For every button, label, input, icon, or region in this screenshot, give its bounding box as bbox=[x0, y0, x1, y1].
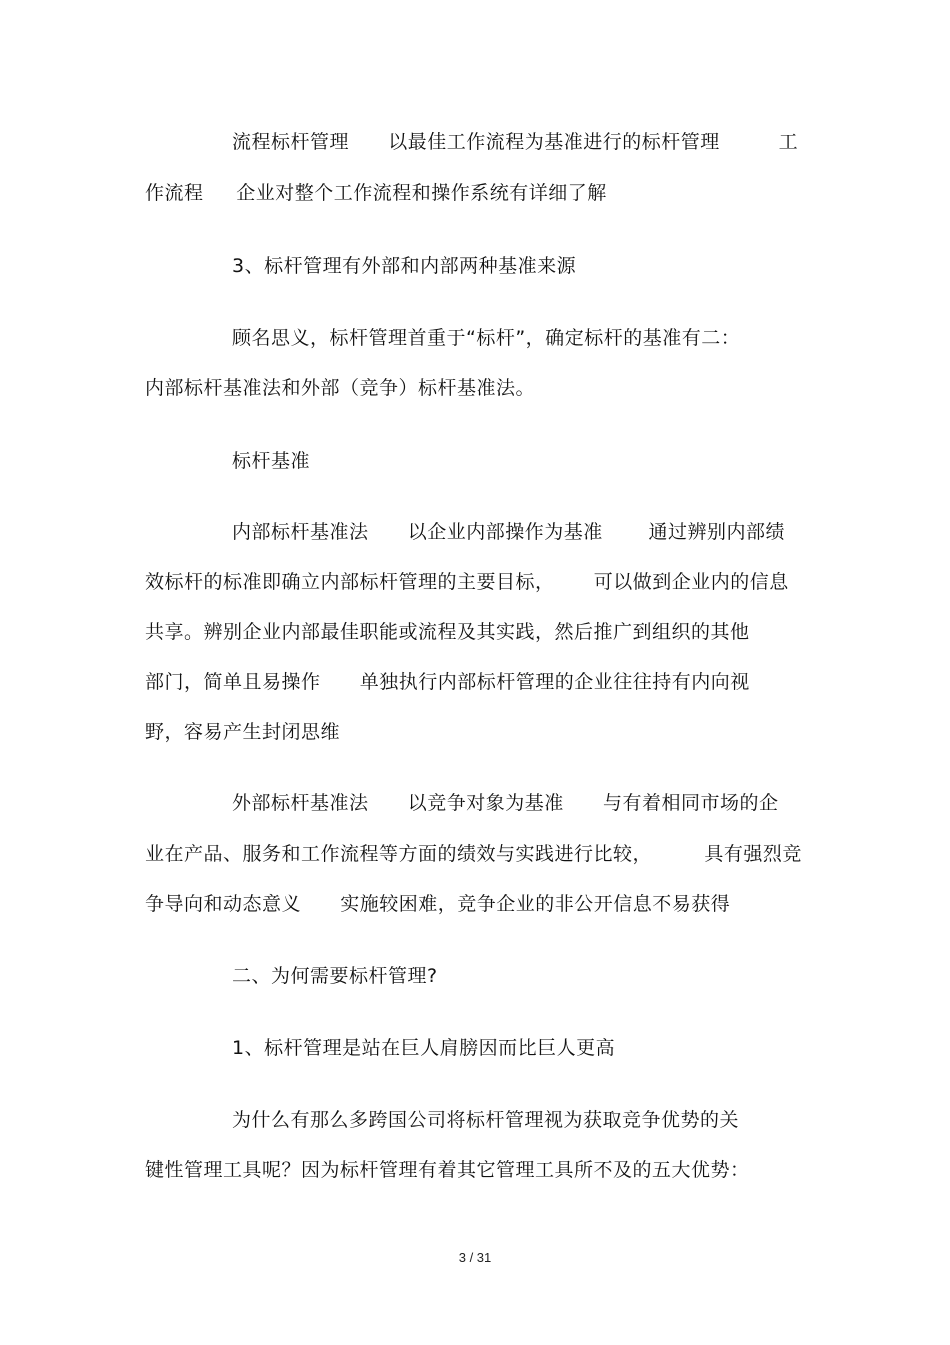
text-line: 流程标杆管理 以最佳工作流程为基准进行的标杆管理 工 bbox=[232, 131, 799, 153]
text-line: 部门，简单且易操作 单独执行内部标杆管理的企业往往持有内向视 bbox=[145, 671, 750, 693]
text-line: 顾名思义，标杆管理首重于“标杆”，确定标杆的基准有二： bbox=[232, 327, 741, 349]
text-line: 效标杆的标准即确立内部标杆管理的主要目标， 可以做到企业内的信息 bbox=[145, 571, 789, 593]
text-line: 争导向和动态意义 实施较困难，竞争企业的非公开信息不易获得 bbox=[145, 893, 731, 915]
text-line: 标杆基准 bbox=[232, 450, 311, 472]
text-line: 外部标杆基准法 以竞争对象为基准 与有着相同市场的企 bbox=[232, 792, 779, 814]
text-line: 内部标杆基准法 以企业内部操作为基准 通过辨别内部绩 bbox=[232, 521, 786, 543]
text-line: 共享。辨别企业内部最佳职能或流程及其实践，然后推广到组织的其他 bbox=[145, 621, 750, 643]
section-heading: 二、为何需要标杆管理? bbox=[232, 965, 438, 987]
page-number: 3 / 31 bbox=[458, 1250, 492, 1265]
section-heading: 3、标杆管理有外部和内部两种基准来源 bbox=[232, 255, 577, 277]
text-line: 业在产品、服务和工作流程等方面的绩效与实践进行比较， 具有强烈竞 bbox=[145, 843, 802, 865]
text-line: 为什么有那么多跨国公司将标杆管理视为获取竞争优势的关 bbox=[232, 1109, 740, 1131]
section-heading: 1、标杆管理是站在巨人肩膀因而比巨人更高 bbox=[232, 1037, 616, 1059]
text-line: 内部标杆基准法和外部（竞争）标杆基准法。 bbox=[145, 377, 536, 399]
text-line: 作流程 企业对整个工作流程和操作系统有详细了解 bbox=[145, 182, 607, 204]
text-line: 键性管理工具呢？因为标杆管理有着其它管理工具所不及的五大优势： bbox=[145, 1159, 750, 1181]
text-line: 野，容易产生封闭思维 bbox=[145, 721, 341, 743]
